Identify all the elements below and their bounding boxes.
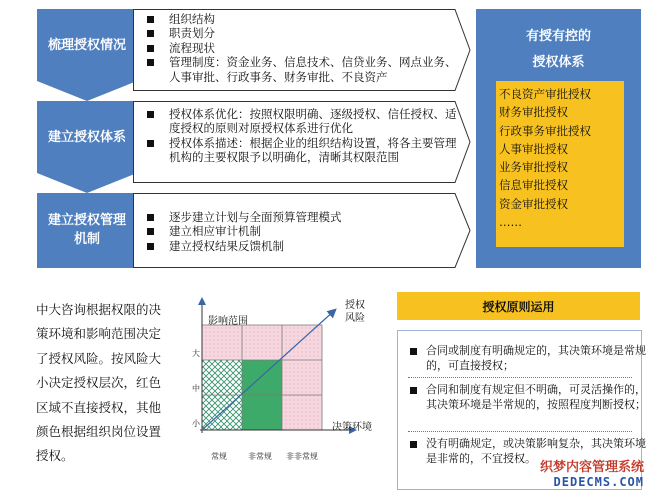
matrix-cell-small-semi [242, 395, 282, 430]
risk-label-line2: 风险 [345, 313, 365, 324]
y-tick-small: 小 [192, 419, 200, 428]
authorization-item: 业务审批授权 [499, 160, 568, 175]
authorization-item: 资金审批授权 [499, 196, 568, 211]
authorization-item: 财务审批授权 [499, 105, 568, 120]
authorization-item: 不良资产审批授权 [499, 87, 591, 101]
watermark-line2: DEDECMS.COM [553, 475, 644, 489]
step-3-label: 建立授权管理机制 [47, 212, 126, 247]
step-2-bullet: 授权体系描述：根据企业的组织结构设置，将各主要管理机构的主要权限予以明确化，清晰其权限范围 [143, 136, 457, 165]
matrix-cell-mid-non [282, 360, 322, 395]
y-axis-title: 影响范围 [208, 316, 248, 327]
x-tick-routine: 常规 [211, 452, 227, 461]
authorization-list [496, 81, 624, 247]
step-3-bullet: 建立相应审计机制 [143, 224, 457, 238]
y-tick-large: 大 [192, 349, 200, 358]
step-1-box [37, 9, 137, 91]
principle-item: 没有明确规定，或决策影响复杂，其决策环境是非常的，不宜授权。 [410, 437, 648, 467]
watermark-line1: 织梦内容管理系统 [539, 460, 644, 475]
step-1-bullet: 组织结构 [143, 12, 457, 26]
principle-item: 合同或制度有明确规定的，其决策环境是常规的，可直接授权； [410, 344, 648, 374]
panel-title-line1: 有授有控的 [525, 29, 591, 44]
watermark [540, 456, 644, 489]
principle-item: 合同和制度有规定但不明确，可灵活操作的，其决策环境是半常规的，按照程度判断授权； [410, 383, 648, 413]
authorization-item: …… [499, 215, 522, 230]
matrix-cell-large-routine [202, 325, 242, 360]
matrix-cell-large-semi [242, 325, 282, 360]
authorization-item: 行政事务审批授权 [499, 123, 591, 138]
authorization-item: 信息审批授权 [499, 178, 568, 193]
x-tick-semi: 非常规 [248, 452, 272, 461]
matrix-cell-small-non [282, 395, 322, 430]
step-1-content [133, 9, 471, 91]
step-1-bullet: 管理制度：资金业务、信息技术、信贷业务、网点业务、人事审批、行政事务、财务审批、不良资产 [143, 55, 457, 84]
step-2-label: 建立授权体系 [47, 129, 126, 145]
panel-title-line2: 授权体系 [532, 55, 585, 70]
principle-divider [408, 377, 632, 378]
x-axis-title: 决策环境 [332, 422, 372, 433]
principles-header: 授权原则运用 [397, 292, 640, 320]
risk-label-line1: 授权 [345, 300, 365, 311]
step-3-box [37, 193, 137, 268]
risk-note: 中大咨询根据权限的决策环境和影响范围决定了授权风险。按风险大小决定授权层次，红色区域不直接授权，其他颜色根据组织岗位设置授权。 [36, 302, 162, 464]
step-3-content [133, 193, 471, 268]
step-3-bullet: 逐步建立计划与全面预算管理模式 [143, 210, 457, 224]
x-tick-non: 非非常规 [286, 452, 318, 461]
step-1-bullet: 职责划分 [143, 26, 457, 40]
matrix-cell-large-non [282, 325, 322, 360]
step-2-content [133, 101, 471, 183]
step-2-box [37, 101, 137, 183]
step-3-bullet: 建立授权结果反馈机制 [143, 239, 457, 253]
step-1-label: 梳理授权情况 [47, 37, 126, 53]
matrix-cell-mid-semi [242, 360, 282, 395]
step-1-bullet: 流程现状 [143, 41, 457, 55]
step-2-bullet: 授权体系优化：按照权限明确、逐级授权、信任授权、适度授权的原则对原授权体系进行优化 [143, 107, 457, 136]
authorization-item: 人事审批授权 [499, 141, 568, 156]
authorization-system-panel [476, 9, 641, 268]
y-tick-mid: 中 [192, 384, 200, 393]
principle-divider [408, 431, 632, 432]
matrix-cell-mid-routine [202, 360, 242, 395]
